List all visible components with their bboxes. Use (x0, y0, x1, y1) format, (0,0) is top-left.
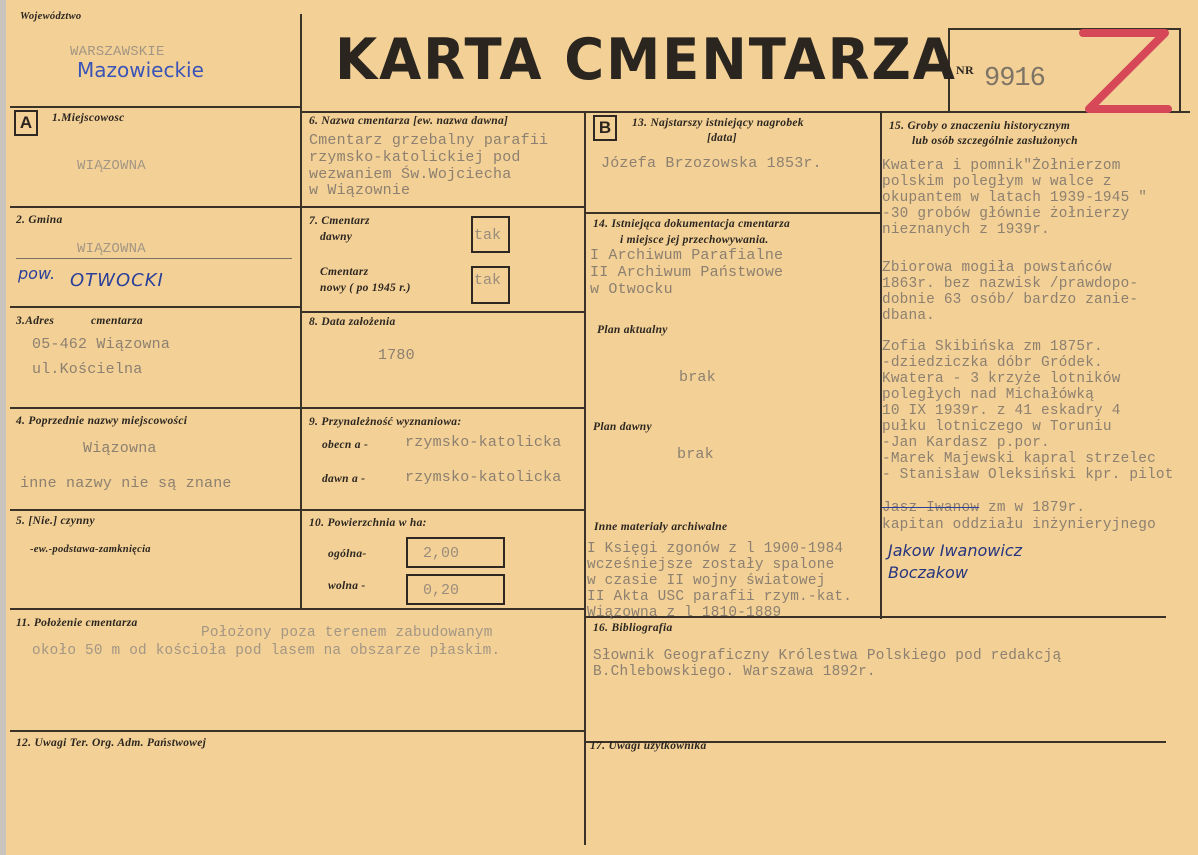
bibliography-value-1: Słownik Geograficzny Królestwa Polskiego pod redakcją (593, 648, 1062, 664)
locality-label: 1.Miejscowosc (52, 112, 125, 124)
address-label-word: cmentarza (91, 315, 143, 327)
graves-text-2: Zbiorowa mogiła powstańców 1863r. bez nazwisk /prawdopo- dobnie 63 osób/ bardzo zanie- dbana. (882, 260, 1139, 324)
docs-label-1: 14. Istniejąca dokumentacja cmentarza (593, 218, 791, 230)
user-remarks-label: 17. Uwagi użytkownika (590, 740, 707, 752)
county-prefix: pow. (18, 264, 56, 283)
address-line2: ul.Kościelna (32, 361, 143, 378)
graves-text-1: Kwatera i pomnik"Żołnierzom polskim poległym w walce z okupantem w latach 1939-1945 " -30 grobów głównie żołnierzy nieznanych z 1939r. (882, 158, 1148, 238)
free-value: 0,20 (423, 582, 460, 599)
location-value-1: Położony poza terenem zabudowanym (201, 625, 493, 641)
active-label: 5. [Nie.] czynny (16, 515, 95, 527)
voivodeship-new: Mazowieckie (77, 58, 204, 82)
nr-label: NR (956, 63, 974, 77)
old-label-2: dawny (320, 231, 353, 243)
oldest-value: Józefa Brzozowska 1853r. (601, 155, 822, 172)
oldest-label-2: [data] (707, 132, 737, 144)
plan-old-label: Plan dawny (593, 421, 652, 433)
divider (10, 206, 584, 208)
divider (10, 306, 300, 308)
bibliography-label: 16. Bibliografia (593, 622, 673, 634)
free-label: wolna - (328, 580, 366, 592)
nr-value: 9916 (984, 64, 1045, 94)
divider (10, 407, 584, 409)
location-label: 11. Położenie cmentarza (16, 617, 138, 629)
divider (300, 311, 584, 313)
new-label-2: nowy ( po 1945 r.) (320, 282, 411, 294)
location-value-2: około 50 m od kościoła pod lasem na obszarze płaskim. (32, 643, 501, 659)
divider (584, 112, 586, 845)
graves-text-4-rest: zm w 1879r. (979, 500, 1086, 516)
name-value: Cmentarz grzebalny parafii rzymsko-katolickiej pod wezwaniem Św.Wojciecha w Wiązownie (309, 132, 549, 200)
name-label: 6. Nazwa cmentarza [ew. nazwa dawna] (309, 115, 509, 127)
stamp-z (1077, 20, 1172, 120)
plan-current-value: brak (679, 369, 716, 386)
founded-label: 8. Data założenia (309, 316, 396, 328)
divider (10, 608, 300, 610)
handwritten-1: Jakow Iwanowicz (888, 541, 1023, 560)
graves-text-4-struck: Jasz Iwanow (882, 500, 980, 516)
graves-label-1: 15. Groby o znaczeniu historycznym (889, 120, 1071, 132)
prev-names-value: Wiązowna (83, 440, 157, 457)
total-label: ogólna- (328, 548, 367, 560)
current-value: rzymsko-katolicka (405, 434, 562, 451)
graves-line-4 (882, 500, 1085, 516)
docs-value: I Archiwum Parafialne II Archiwum Państwowe w Otwocku (590, 247, 784, 298)
address-label-num: 3.Adres (16, 315, 55, 327)
denomination-label: 9. Przynależność wyznaniowa: (309, 416, 462, 428)
founded-value: 1780 (378, 347, 415, 364)
stamp-z-mark (1077, 20, 1172, 120)
prev-names-label: 4. Poprzednie nazwy miejscowości (16, 415, 188, 427)
divider (10, 106, 300, 108)
old-box-value: tak (474, 227, 502, 244)
plan-current-label: Plan aktualny (597, 324, 668, 336)
active-sub: -ew.-podstawa-zamknięcia (30, 544, 151, 555)
commune-value: WIĄZOWNA (77, 241, 146, 257)
locality-value: WIĄZOWNA (77, 158, 146, 174)
scan-edge (0, 0, 6, 855)
county-value: OTWOCKI (70, 270, 164, 291)
commune-label: 2. Gmina (16, 214, 63, 226)
divider (10, 730, 584, 732)
oldest-label-1: 13. Najstarszy istniejący nagrobek (632, 117, 804, 129)
bibliography-value-2: B.Chlebowskiego. Warszawa 1892r. (593, 664, 876, 680)
graves-text-3: Zofia Skibińska zm 1875r. -dziedziczka dóbr Gródek. Kwatera - 3 krzyże lotników poległych nad Michałówką 10 IX 1939r. z 41 eskadry 4 pułku lotniczego w Toruniu -Jan Kardasz p.por. -Marek Majewski kapral strzelec - Stanisław Oleksiński kpr. pilot (882, 339, 1174, 483)
plan-old-value: brak (677, 446, 714, 463)
commune-underline (16, 258, 292, 259)
section-a-badge: A (14, 110, 38, 136)
current-label: obecn a - (322, 439, 369, 451)
other-label: Inne materiały archiwalne (594, 521, 728, 533)
divider (10, 509, 584, 511)
remarks-label: 12. Uwagi Ter. Org. Adm. Państwowej (16, 737, 207, 749)
new-label-1: Cmentarz (320, 266, 369, 278)
graves-label-2: lub osób szczególnie zasłużonych (912, 135, 1078, 147)
area-label: 10. Powierzchnia w ha: (309, 517, 427, 529)
divider (584, 212, 880, 214)
graves-text-5: kapitan oddziału inżynieryjnego (882, 517, 1156, 533)
handwritten-2: Boczakow (888, 563, 968, 582)
former-label: dawn a - (322, 473, 366, 485)
divider (1179, 28, 1181, 112)
voivodeship-old: WARSZAWSKIE (70, 44, 165, 60)
card-title: KARTA CMENTARZA (335, 27, 957, 93)
docs-label-2: i miejsce jej przechowywania. (620, 234, 769, 246)
section-b-badge: B (593, 115, 617, 141)
prev-names-note: inne nazwy nie są znane (20, 475, 232, 492)
voivodeship-label: Województwo (20, 11, 82, 22)
new-box-value: tak (474, 272, 502, 289)
other-value: I Księgi zgonów z l 1900-1984 wcześniejsze zostały spalone w czasie II wojny światowej II Akta USC parafii rzym.-kat. Wiązowna z l 1810-1889 (587, 541, 853, 621)
divider (300, 608, 584, 610)
total-value: 2,00 (423, 545, 460, 562)
address-line1: 05-462 Wiązowna (32, 336, 171, 353)
former-value: rzymsko-katolicka (405, 469, 562, 486)
old-label-1: 7. Cmentarz (309, 215, 370, 227)
